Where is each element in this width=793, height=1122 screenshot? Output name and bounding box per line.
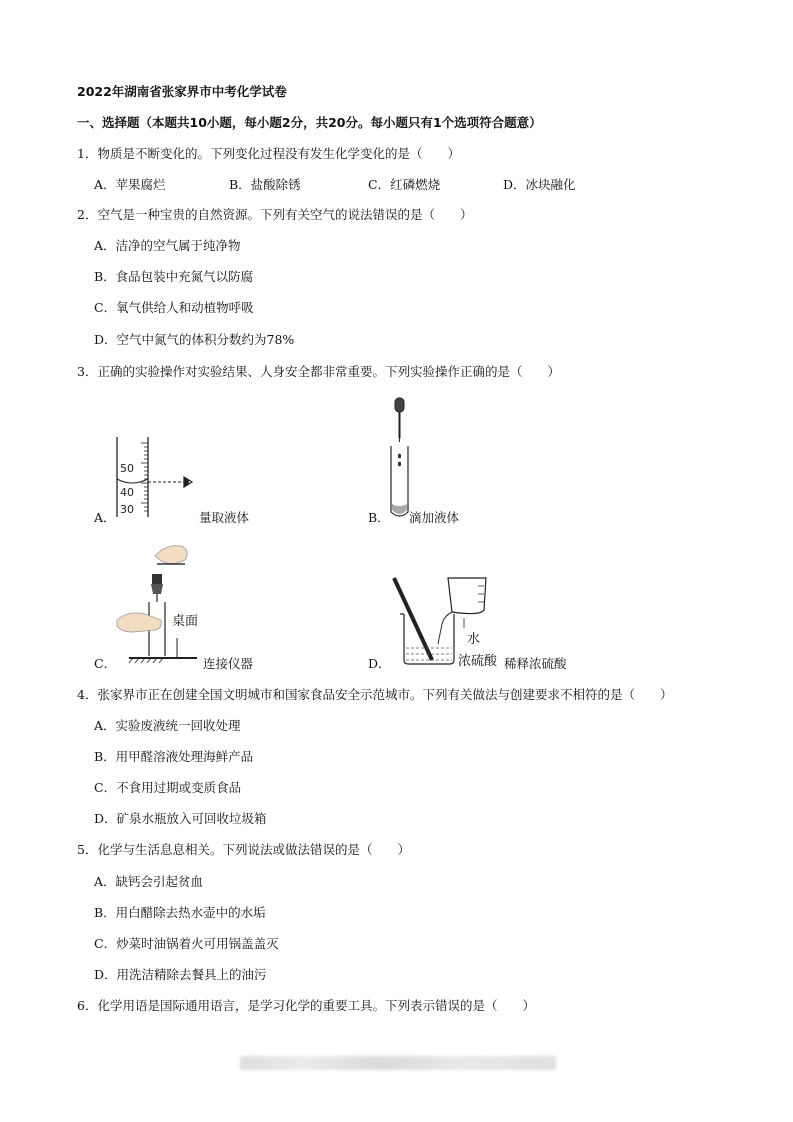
question-4-stem: 4．张家界市正在创建全国文明城市和国家食品安全示范城市。下列有关做法与创建要求不相符的是（ ） (77, 687, 673, 702)
question-3-option-a-letter: A． (94, 510, 116, 525)
question-1-option-a: A．苹果腐烂 (94, 177, 166, 192)
dropper-test-tube-figure (385, 396, 415, 522)
question-2-option-d: D．空气中氮气的体积分数约为78% (94, 332, 295, 347)
question-4-option-a: A．实验废液统一回收处理 (94, 718, 241, 733)
page-title: 2022年湖南省张家界市中考化学试卷 (77, 84, 287, 99)
question-3-option-c-caption: 连接仪器 (203, 656, 254, 671)
question-3-option-a-caption: 量取液体 (199, 510, 250, 525)
water-label: 水 (467, 632, 481, 647)
concentrated-acid-label: 浓硫酸 (458, 654, 498, 669)
question-4-option-d: D．矿泉水瓶放入可回收垃圾箱 (94, 811, 267, 826)
question-3-option-d-caption: 稀释浓硫酸 (504, 656, 567, 671)
question-3-option-c-letter: C． (94, 656, 117, 671)
question-4-option-b: B．用甲醛溶液处理海鲜产品 (94, 749, 254, 764)
cylinder-tick-30: 30 (120, 503, 134, 516)
graduated-cylinder-figure (112, 435, 202, 525)
question-5-option-c: C．炒菜时油锅着火可用锅盖盖灭 (94, 936, 279, 951)
question-3-option-b-letter: B． (368, 510, 390, 525)
question-1-option-c: C．红磷燃烧 (368, 177, 441, 192)
question-1-option-d: D．冰块融化 (503, 177, 576, 192)
question-3-option-b-caption: 滴加液体 (409, 510, 460, 525)
section-heading: 一、选择题（本题共10小题，每小题2分，共20分。每小题只有1个选项符合题意） (77, 115, 542, 130)
connecting-apparatus-figure (115, 538, 205, 664)
question-1-stem: 1．物质是不断变化的。下列变化过程没有发生化学变化的是（ ） (77, 146, 460, 161)
question-2-option-a: A．洁净的空气属于纯净物 (94, 238, 241, 253)
cylinder-tick-40: 40 (120, 486, 134, 499)
blurred-footer (240, 1056, 556, 1070)
question-5-option-a: A．缺钙会引起贫血 (94, 874, 204, 889)
cylinder-tick-50: 50 (120, 462, 134, 475)
question-5-option-d: D．用洗洁精除去餐具上的油污 (94, 967, 267, 982)
question-3-option-d-letter: D． (368, 656, 391, 671)
question-2-option-b: B．食品包装中充氮气以防腐 (94, 269, 254, 284)
question-5-option-b: B．用白醋除去热水壶中的水垢 (94, 905, 266, 920)
question-5-stem: 5．化学与生活息息相关。下列说法或做法错误的是（ ） (77, 842, 410, 857)
question-2-option-c: C．氧气供给人和动植物呼吸 (94, 300, 254, 315)
table-surface-label: 桌面 (172, 614, 199, 629)
question-3-stem: 3．正确的实验操作对实验结果、人身安全都非常重要。下列实验操作正确的是（ ） (77, 364, 560, 379)
question-6-stem: 6．化学用语是国际通用语言，是学习化学的重要工具。下列表示错误的是（ ） (77, 998, 535, 1013)
question-4-option-c: C．不食用过期或变质食品 (94, 780, 242, 795)
question-1-option-b: B．盐酸除锈 (229, 177, 301, 192)
question-2-stem: 2．空气是一种宝贵的自然资源。下列有关空气的说法错误的是（ ） (77, 207, 473, 222)
